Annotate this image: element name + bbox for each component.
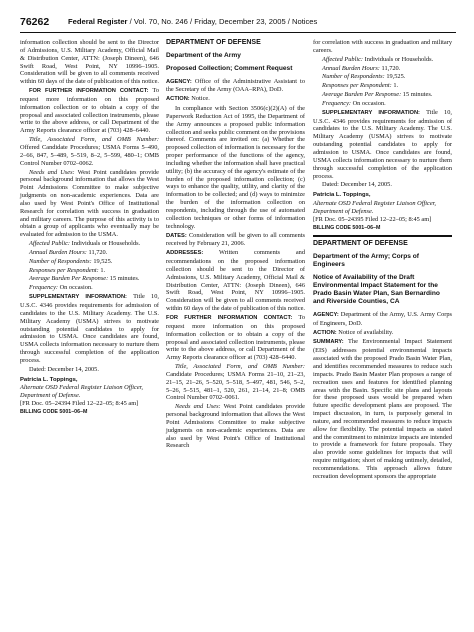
- agency-line: [313, 311, 452, 328]
- billing-code: BILLING CODE 5001–06–M: [20, 408, 88, 415]
- needs-and-uses: [166, 403, 305, 450]
- field-label: Affected Public:: [322, 55, 364, 63]
- field-label: Number of Respondents:: [322, 73, 385, 81]
- field-label: Responses per Respondent:: [322, 82, 392, 90]
- action-line: [313, 329, 452, 338]
- summary-section: [313, 338, 452, 480]
- responses-per-respondent: [313, 82, 452, 90]
- header-rule: [20, 32, 456, 33]
- field-text: Candidate Procedures; USMA Forms 21–10, 21–23, 21–15, 21–26, 5–520, 5–518, 5–497, 481, 546, 5–2, 5–26, 5–515, 481–1, 520, 261, 21–14, 21–8; OMB Control Number 0702–0061.: [166, 370, 305, 402]
- document-title: Proposed Collection; Comment Request: [166, 64, 293, 72]
- signature-block: [20, 377, 159, 417]
- page-number: 76262: [20, 16, 50, 28]
- paragraph: information collection should be sent to the Director of Admissions, U.S. Military Academy, Official Mail & Distribution Center, ATTN: (Joseph Dineen), 646 Swift Road, West Point, NY 10996–1905. Consideration will be given to all comments received within 60 days of the date of publication of this notice.: [20, 39, 160, 86]
- addresses-section: [166, 249, 305, 313]
- agency-heading: DEPARTMENT OF DEFENSE: [166, 39, 261, 46]
- field-text: Individuals or Households.: [363, 55, 434, 63]
- field-label: Number of Respondents:: [29, 257, 92, 265]
- field-value: 11,720.: [379, 64, 401, 72]
- paragraph: for correlation with success in graduation and military careers.: [313, 39, 452, 54]
- section-label: FOR FURTHER INFORMATION CONTACT:: [29, 88, 149, 95]
- section-label: ACTION:: [166, 96, 190, 103]
- paragraph: In compliance with Section 3506(c)(2)(A) of the Paperwork Reduction Act of 1995, the Department of the Army announces a proposed public information collection and seeks public comment on the provisions thereof. Comments are invited on: (a) Whether the proposed collection of information is necessary for the proper performance of the functions of the agency, including whether the information shall have practical utility; (b) the accuracy of the agency's estimate of the burden of the proposed information collection; (c) ways to enhance the quality, utility, and clarity of the information to be collected; and (d) ways to minimize the burden of the information collection on respondents, including through the use of automated collection techniques or other forms of information technology.: [166, 105, 306, 230]
- field-value: 19,525.: [91, 257, 113, 265]
- column-2: [166, 39, 305, 451]
- section-label: DATES:: [166, 232, 187, 239]
- signer-name: Patricia L. Toppings,: [313, 192, 371, 199]
- frequency: [313, 100, 452, 108]
- average-burden: [20, 275, 159, 283]
- field-text: Individuals or Households.: [70, 240, 141, 248]
- section-text: Title 10, U.S.C. 4346 provides requirements for admission of candidates to the U.S. Military Academy. The U.S. Military Academy (USMA) strives to motivate outstanding potential candidates to apply for admission to USMA. Once candidates are found, USMA collects information necessary to nurture them through successful completion of the application process.: [20, 293, 159, 364]
- section-text: Consideration will be given to all comments received by February 21, 2006.: [166, 231, 305, 248]
- fr-doc-line: [FR Doc. 05–24394 Filed 12–22–05; 8:45 am]: [20, 400, 139, 408]
- title-form-omb: [166, 363, 305, 402]
- needs-and-uses: [20, 169, 159, 240]
- journal-name: Federal Register: [68, 17, 128, 26]
- affected-public: [313, 56, 452, 64]
- document-title: Notice of Availability of the Draft Environmental Impact Statement for the Prado Basin Water Plan, San Bernardino and Riverside Counties, CA: [313, 273, 440, 305]
- field-label: Title, Associated Form, and OMB Number:: [29, 136, 159, 144]
- field-label: Affected Public:: [29, 240, 71, 248]
- annual-burden-hours: [20, 249, 159, 257]
- field-value: 1.: [391, 82, 399, 90]
- journal-info: [68, 17, 317, 26]
- field-label: Needs and Uses:: [29, 168, 75, 176]
- section-label: AGENCY:: [166, 78, 192, 85]
- fr-doc-line: [FR Doc. 05–24395 Filed 12–22–05; 8:45 am]: [313, 215, 432, 223]
- signature-block: [313, 192, 452, 232]
- field-label: Title, Associated Form, and OMB Number:: [175, 363, 305, 371]
- section-text: To request more information on this proposed information collection or to obtain a copy of the proposal and associated collection instruments, please write to the above address, or call Department of the Army Reports clearance officer at (703) 428–6440.: [20, 87, 160, 135]
- field-value: 19,525.: [384, 73, 406, 81]
- signer-role: Alternate OSD Federal Register Liaison Officer, Department of Defense.: [313, 200, 436, 215]
- further-info-contact: [20, 87, 159, 135]
- average-burden: [313, 91, 452, 99]
- section-text: Department of the Army, U.S. Army Corps of Engineers, DoD.: [313, 310, 452, 327]
- field-label: Annual Burden Hours:: [29, 248, 87, 256]
- section-text: Written comments and recommendations on the proposed information collection should be sent to the Director of Admissions, U.S. Military Academy, Official Mail & Distribution Center, ATTN: (Joseph Dineen), 646 Swift Road, West Point, NY 10996–1905. Consideration will be given to all comments received within 60 days of the date of publication of this notice.: [166, 249, 306, 313]
- field-label: Responses per Respondent:: [29, 266, 99, 274]
- signer-name: Patricia L. Toppings,: [20, 376, 78, 383]
- section-text: Notice of availability.: [336, 328, 394, 336]
- journal-issue: / Vol. 70, No. 246 / Friday, December 23, 2005 / Notices: [127, 17, 318, 26]
- dates-section: [166, 232, 305, 249]
- column-1: [20, 39, 159, 420]
- section-label: ADDRESSES:: [166, 250, 204, 257]
- section-label: FOR FURTHER INFORMATION CONTACT:: [166, 314, 293, 321]
- field-text: West Point candidates provide personal background information that allows the West Point Admissions Committee to make subjective judgments on non-academic experiences. Data are also used by West Point's Office of Institutional Research for correlation with success in graduation and military careers. The purpose of this activity is to obtain a group of applicants who eventually may be evaluated for admission to the USMA.: [20, 168, 159, 239]
- supplementary-information: [20, 293, 159, 365]
- field-value: On occasion.: [351, 99, 386, 107]
- billing-code: BILLING CODE 5001–06–M: [313, 224, 381, 231]
- field-label: Frequency:: [322, 99, 351, 107]
- section-label: SUPPLEMENTARY INFORMATION:: [322, 109, 420, 116]
- section-label: ACTION:: [313, 329, 337, 336]
- signer-role: Alternate OSD Federal Register Liaison Officer, Department of Defense.: [20, 384, 143, 400]
- field-value: 1.: [98, 266, 106, 274]
- field-label: Average Burden Per Response:: [29, 275, 109, 283]
- agency-heading: DEPARTMENT OF DEFENSE: [313, 240, 408, 248]
- field-text: West Point candidates provide personal background information that allows the West Point Admissions Committee to make subjective judgments on non-academic experiences. Data are also used by West Point's Office of Institutional Research: [166, 403, 305, 450]
- field-label: Annual Burden Hours:: [322, 64, 380, 72]
- title-form-omb: [20, 136, 159, 167]
- supplementary-information: [313, 109, 452, 181]
- responses-per-respondent: [20, 267, 159, 275]
- field-value: 15 minutes.: [108, 275, 140, 283]
- page-header: [20, 16, 456, 30]
- section-divider: [313, 235, 452, 237]
- frequency: [20, 284, 159, 292]
- field-label: Average Burden Per Response:: [322, 91, 402, 99]
- annual-burden-hours: [313, 65, 452, 73]
- field-value: On occasion.: [58, 284, 93, 292]
- section-text: Title 10, U.S.C. 4346 provides requirements for admission of candidates to the U.S. Military Academy. The U.S. Military Academy (USMA) strives to motivate outstanding potential candidates to apply for admission to USMA. Once candidates are found, USMA collects information necessary to nurture them through successful completion of the application process.: [313, 108, 452, 180]
- further-info-contact: [166, 314, 305, 362]
- field-label: Frequency:: [29, 284, 58, 292]
- action-line: [166, 95, 305, 104]
- field-value: 15 minutes.: [401, 91, 433, 99]
- section-label: SUMMARY:: [313, 339, 344, 346]
- subagency-heading: Department of the Army: [166, 51, 241, 59]
- section-label: SUPPLEMENTARY INFORMATION:: [29, 294, 127, 301]
- field-value: 11,720.: [86, 248, 108, 256]
- section-label: AGENCY:: [313, 311, 339, 318]
- section-text: The Environmental Impact Statement (EIS) addresses potential environmental impacts associated with the proposed Prado Basin Water Plan, and identifies recommended measures to reduce such impacts. Prado Basin Master Plan proposes a range of recreation uses and features for identified planning areas with the Basin. Specific site plans and layouts for these proposed uses would be prepared when future specific development plans are proposed. The impact discussion, in turn, is purposely general in nature, and recommended measures to reduce impacts allow for flexibility. The potential impacts as stated and the commitment to minimize impacts are intended to provide a framework for future proposals. They also provide some guidelines for impacts that will require mitigation; short of making untimely, detailed, recommendations. This approach allows future recreation development sponsors the appropriate: [313, 338, 452, 480]
- affected-public: [20, 240, 159, 248]
- column-3: [313, 39, 452, 482]
- subagency-heading: Department of the Army; Corps of Engineers: [313, 252, 419, 268]
- number-of-respondents: [20, 258, 159, 266]
- section-text: To request more information on this proposed information collection or to obtain a copy of the proposal and associated collection instruments, please write to the above address, or call Department of the Army Reports clearance officer at (703) 428–6440.: [166, 313, 306, 362]
- number-of-respondents: [313, 73, 452, 81]
- field-text: Offered Candidate Procedures; USMA Forms 5–490, 2–66, 847, 5–489, 5–519, 8–2, 5–599, 480–1; OMB Control Number 0702–0062.: [20, 143, 159, 167]
- section-text: Notice.: [189, 95, 210, 103]
- section-text: Office of the Administrative Assistant to the Secretary of the Army (OAA–RPA), DoD.: [166, 77, 305, 94]
- field-label: Needs and Uses:: [175, 403, 221, 411]
- dated-line: Dated: December 14, 2005.: [322, 181, 392, 189]
- dated-line: Dated: December 14, 2005.: [29, 365, 99, 373]
- agency-line: [166, 78, 305, 95]
